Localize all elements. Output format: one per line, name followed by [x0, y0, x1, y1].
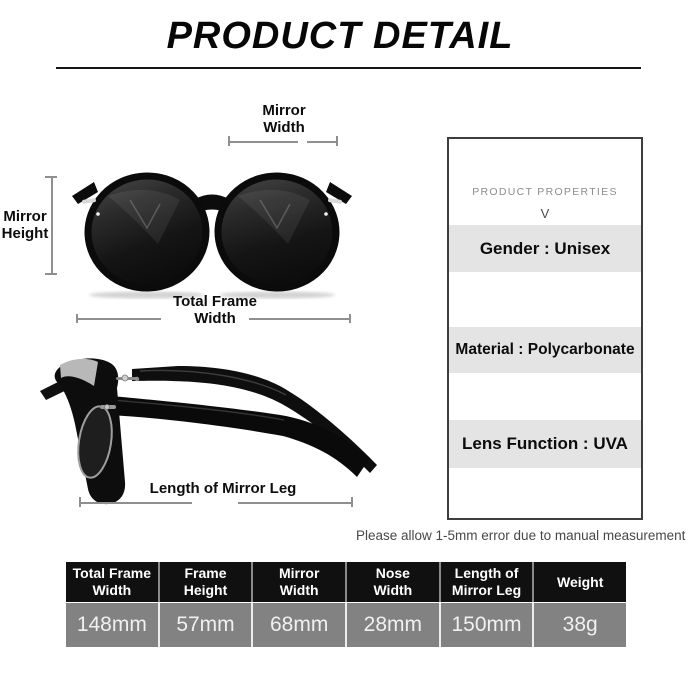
header-nose-width: Nose Width — [347, 562, 441, 602]
mirror-height-label: Mirror Height — [1, 208, 49, 242]
mirror-width-tick-right — [336, 136, 338, 146]
mirror-height-tick-bottom — [45, 273, 57, 275]
mirror-leg-line-right — [238, 502, 352, 504]
mirror-width-label: Mirror Width — [262, 102, 306, 136]
property-gender: Gender : Unisex — [449, 225, 641, 272]
header-mirror-width: Mirror Width — [253, 562, 347, 602]
mirror-leg-line-left — [79, 502, 192, 504]
value-mirror-width: 68mm — [253, 603, 347, 647]
product-properties-panel — [447, 137, 643, 520]
value-nose-width: 28mm — [347, 603, 441, 647]
value-frame-height: 57mm — [160, 603, 254, 647]
mirror-width-tick-left — [228, 136, 230, 146]
total-frame-width-tick-right — [349, 314, 351, 323]
page-title: PRODUCT DETAIL — [166, 15, 514, 57]
mirror-leg-tick-right — [351, 497, 353, 507]
header-frame-height: Frame Height — [160, 562, 254, 602]
title-underline — [56, 67, 641, 69]
total-frame-width-tick-left — [76, 314, 78, 323]
mirror-height-tick-top — [45, 176, 57, 178]
value-mirror-leg-length: 150mm — [441, 603, 535, 647]
total-frame-width-label-line1: Total Frame — [173, 293, 257, 310]
header-mirror-leg-length: Length of Mirror Leg — [441, 562, 535, 602]
mirror-height-line — [51, 177, 53, 274]
header-weight: Weight — [556, 573, 604, 590]
spec-table — [66, 562, 626, 647]
property-material: Material : Polycarbonate — [449, 327, 641, 373]
total-frame-width-label-line2: Width — [194, 310, 236, 327]
sunglasses-front-image — [56, 166, 368, 302]
mirror-leg-tick-left — [79, 497, 81, 507]
header-total-frame-width: Total Frame Width — [66, 562, 160, 602]
total-frame-width-line-left — [76, 318, 161, 320]
chevron-down-icon: V — [540, 206, 550, 221]
spec-table-value-row — [66, 603, 626, 647]
property-lens-function: Lens Function : UVA — [449, 420, 641, 468]
mirror-leg-label: Length of Mirror Leg — [149, 480, 297, 497]
value-total-frame-width: 148mm — [66, 603, 160, 647]
panel-header: PRODUCT PROPERTIES — [472, 186, 618, 198]
value-weight: 38g — [562, 613, 598, 636]
mirror-width-line — [228, 141, 298, 143]
spec-table-header-row — [66, 562, 626, 602]
measurement-note: Please allow 1-5mm error due to manual measurement — [356, 528, 686, 543]
mirror-width-line-2 — [307, 141, 337, 143]
total-frame-width-line-right — [249, 318, 350, 320]
